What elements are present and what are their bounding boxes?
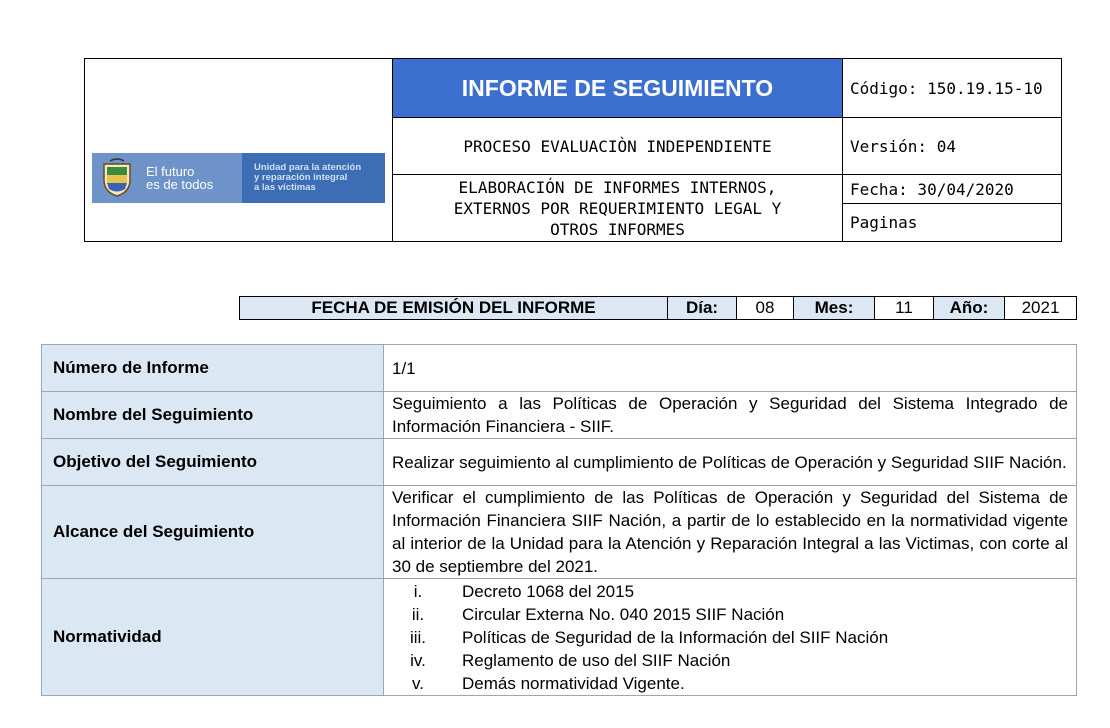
unit-name-text: Unidad para la atención y reparación integral a las víctimas: [242, 153, 385, 203]
document-header: [84, 58, 1062, 242]
coat-of-arms-icon: [100, 158, 134, 198]
report-number-value: 1/1: [384, 345, 1077, 392]
elaboration-description: ELABORACIÓN DE INFORMES INTERNOS, EXTERNOS POR REQUERIMIENTO LEGAL Y OTROS INFORMES: [393, 175, 843, 242]
document-version: Versión: 04: [843, 118, 1062, 175]
list-item: i. Decreto 1068 del 2015: [413, 581, 635, 601]
month-label: Mes:: [794, 297, 875, 320]
document-pages: Paginas: [843, 204, 1062, 242]
document-code: Código: 150.19.15-10: [843, 59, 1062, 118]
report-info-table: [41, 344, 1077, 696]
day-label: Día:: [668, 297, 737, 320]
process-name: PROCESO EVALUACIÒN INDEPENDIENTE: [393, 118, 843, 175]
institution-logo: [92, 153, 385, 203]
day-value: 08: [737, 297, 794, 320]
list-item: v. Demás normatividad Vigente.: [412, 673, 685, 693]
scope-value: Verificar el cumplimiento de las Políticas de Operación y Seguridad del Sistema de Información Financiera SIIF Nación, a partir de lo establecido en la normatividad vigente al interior de la Unidad para la Atención y Reparación Integral a las Victimas, con corte al 30 de septiembre del 2021.: [384, 486, 1077, 579]
follow-up-name-value: Seguimiento a las Políticas de Operación y Seguridad del Sistema Integrado de Información Financiera - SIIF.: [384, 392, 1077, 439]
issue-date-row: [239, 296, 1077, 320]
regulations-value: [384, 579, 1077, 696]
report-number-label: Número de Informe: [42, 345, 384, 392]
regulations-list: [392, 580, 1068, 695]
year-value: 2021: [1005, 297, 1077, 320]
list-item: iii. Políticas de Seguridad de la Información del SIIF Nación: [409, 627, 889, 647]
logo-cell: [85, 59, 393, 242]
issue-date-label: FECHA DE EMISIÓN DEL INFORME: [240, 297, 668, 320]
report-title: INFORME DE SEGUIMIENTO: [393, 59, 843, 118]
slogan-text: El futuro es de todos: [146, 164, 214, 192]
objective-label: Objetivo del Seguimiento: [42, 439, 384, 486]
document-date: Fecha: 30/04/2020: [843, 175, 1062, 204]
list-item: iv. Reglamento de uso del SIIF Nación: [410, 650, 731, 670]
objective-value: Realizar seguimiento al cumplimiento de Políticas de Operación y Seguridad SIIF Nación.: [384, 439, 1077, 486]
regulations-label: Normatividad: [42, 579, 384, 696]
year-label: Año:: [934, 297, 1005, 320]
list-item: ii. Circular Externa No. 040 2015 SIIF Nación: [411, 604, 785, 624]
follow-up-name-label: Nombre del Seguimiento: [42, 392, 384, 439]
month-value: 11: [875, 297, 934, 320]
scope-label: Alcance del Seguimiento: [42, 486, 384, 579]
